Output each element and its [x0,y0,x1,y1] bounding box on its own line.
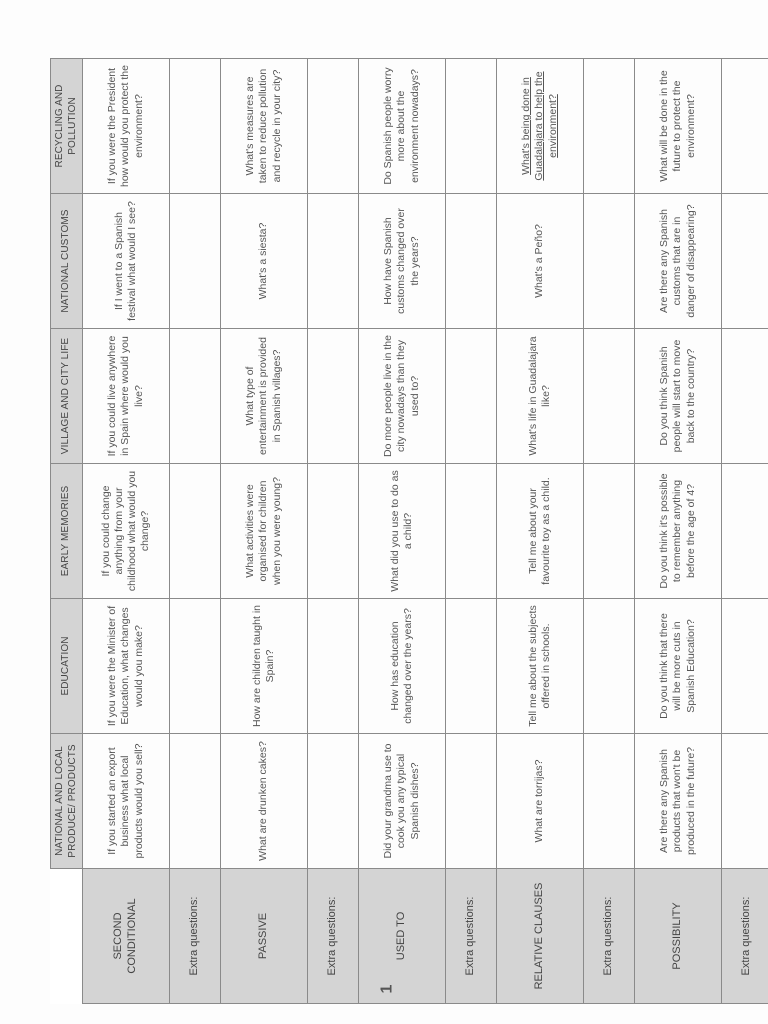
row-header: Extra questions: [584,869,635,1004]
answer-cell[interactable] [308,734,359,869]
question-cell: Tell me about the subjects offered in schools. [497,599,584,734]
table-row [584,59,635,1004]
question-cell: Tell me about your favourite toy as a child. [497,464,584,599]
question-cell: Do you think Spanish people will start to move back to the country? [635,329,722,464]
question-cell: If you were the Minister of Education, what changes would you make? [83,599,170,734]
question-cell: What activities were organised for children when you were young? [221,464,308,599]
question-cell: How has education changed over the years? [359,599,446,734]
question-cell: How are children taught in Spain? [221,599,308,734]
table-row [635,59,722,1004]
column-header: NATIONAL AND LOCAL PRODUCE/ PRODUCTS [51,734,83,869]
row-header: RELATIVE CLAUSES [497,869,584,1004]
question-grid-sheet [50,58,753,1004]
answer-cell[interactable] [584,329,635,464]
table-row [221,59,308,1004]
answer-cell[interactable] [584,464,635,599]
answer-cell[interactable] [308,59,359,194]
question-cell: How have Spanish customs changed over the years? [359,194,446,329]
question-cell: Do you think that there will be more cuts in Spanish Education? [635,599,722,734]
question-cell: What did you use to do as a child? [359,464,446,599]
row-header: Extra questions: [170,869,221,1004]
page-number: 1 [378,984,396,994]
header-row [51,59,83,1004]
answer-cell[interactable] [308,329,359,464]
answer-cell[interactable] [722,599,768,734]
question-grid [50,58,768,1004]
column-header: EDUCATION [51,599,83,734]
question-cell: What will be done in the future to protect the environment? [635,59,722,194]
answer-cell[interactable] [308,464,359,599]
column-header: EARLY MEMORIES [51,464,83,599]
answer-cell[interactable] [170,599,221,734]
answer-cell[interactable] [446,329,497,464]
answer-cell[interactable] [446,194,497,329]
row-header: SECOND CONDITIONAL [83,869,170,1004]
question-cell: What's life in Guadalajara like? [497,329,584,464]
question-cell: What's being done in Guadalajara to help the environment? [497,59,584,194]
answer-cell[interactable] [446,599,497,734]
question-cell: Do Spanish people worry more about the environment nowadays? [359,59,446,194]
question-cell: If you could live anywhere in Spain where would you live? [83,329,170,464]
question-cell: If you could change anything from your childhood what would you change? [83,464,170,599]
table-row [83,59,170,1004]
row-header: Extra questions: [446,869,497,1004]
question-cell: Did your grandma use to cook you any typical Spanish dishes? [359,734,446,869]
answer-cell[interactable] [170,464,221,599]
answer-cell[interactable] [170,329,221,464]
answer-cell[interactable] [308,599,359,734]
table-row [170,59,221,1004]
question-cell: Do more people live in the city nowadays than they used to? [359,329,446,464]
column-header: RECYCLING AND POLLUTION [51,59,83,194]
question-cell: If I went to a Spanish festival what would I see? [83,194,170,329]
question-cell: Do you think it's possible to remember anything before the age of 4? [635,464,722,599]
question-cell: What are torrijas? [497,734,584,869]
table-row [308,59,359,1004]
answer-cell[interactable] [722,329,768,464]
answer-cell[interactable] [722,734,768,869]
answer-cell[interactable] [722,464,768,599]
row-header: POSSIBILITY [635,869,722,1004]
answer-cell[interactable] [584,194,635,329]
table-row [497,59,584,1004]
answer-cell[interactable] [584,734,635,869]
question-cell: What's measures are taken to reduce pollution and recycle in your city? [221,59,308,194]
table-row [359,59,446,1004]
table-row [446,59,497,1004]
table-row [722,59,768,1004]
question-cell: Are there any Spanish products that won't be produced in the future? [635,734,722,869]
answer-cell[interactable] [722,59,768,194]
answer-cell[interactable] [584,599,635,734]
answer-cell[interactable] [446,464,497,599]
row-header: Extra questions: [722,869,768,1004]
answer-cell[interactable] [446,734,497,869]
answer-cell[interactable] [170,194,221,329]
question-cell: If you started an export business what local products would you sell? [83,734,170,869]
question-cell: What's a Peño? [497,194,584,329]
question-cell: If you were the President how would you protect the environment? [83,59,170,194]
question-cell: What type of entertainment is provided in Spanish villages? [221,329,308,464]
question-cell: Are there any Spanish customs that are in danger of disappearing? [635,194,722,329]
row-header: Extra questions: [308,869,359,1004]
column-header: NATIONAL CUSTOMS [51,194,83,329]
answer-cell[interactable] [170,59,221,194]
answer-cell[interactable] [446,59,497,194]
row-header: USED TO [359,869,446,1004]
corner-cell [51,869,83,1004]
row-header: PASSIVE [221,869,308,1004]
answer-cell[interactable] [584,59,635,194]
answer-cell[interactable] [722,194,768,329]
answer-cell[interactable] [308,194,359,329]
question-cell: What are drunken cakes? [221,734,308,869]
question-cell: What's a siesta? [221,194,308,329]
column-header: VILLAGE AND CITY LIFE [51,329,83,464]
answer-cell[interactable] [170,734,221,869]
